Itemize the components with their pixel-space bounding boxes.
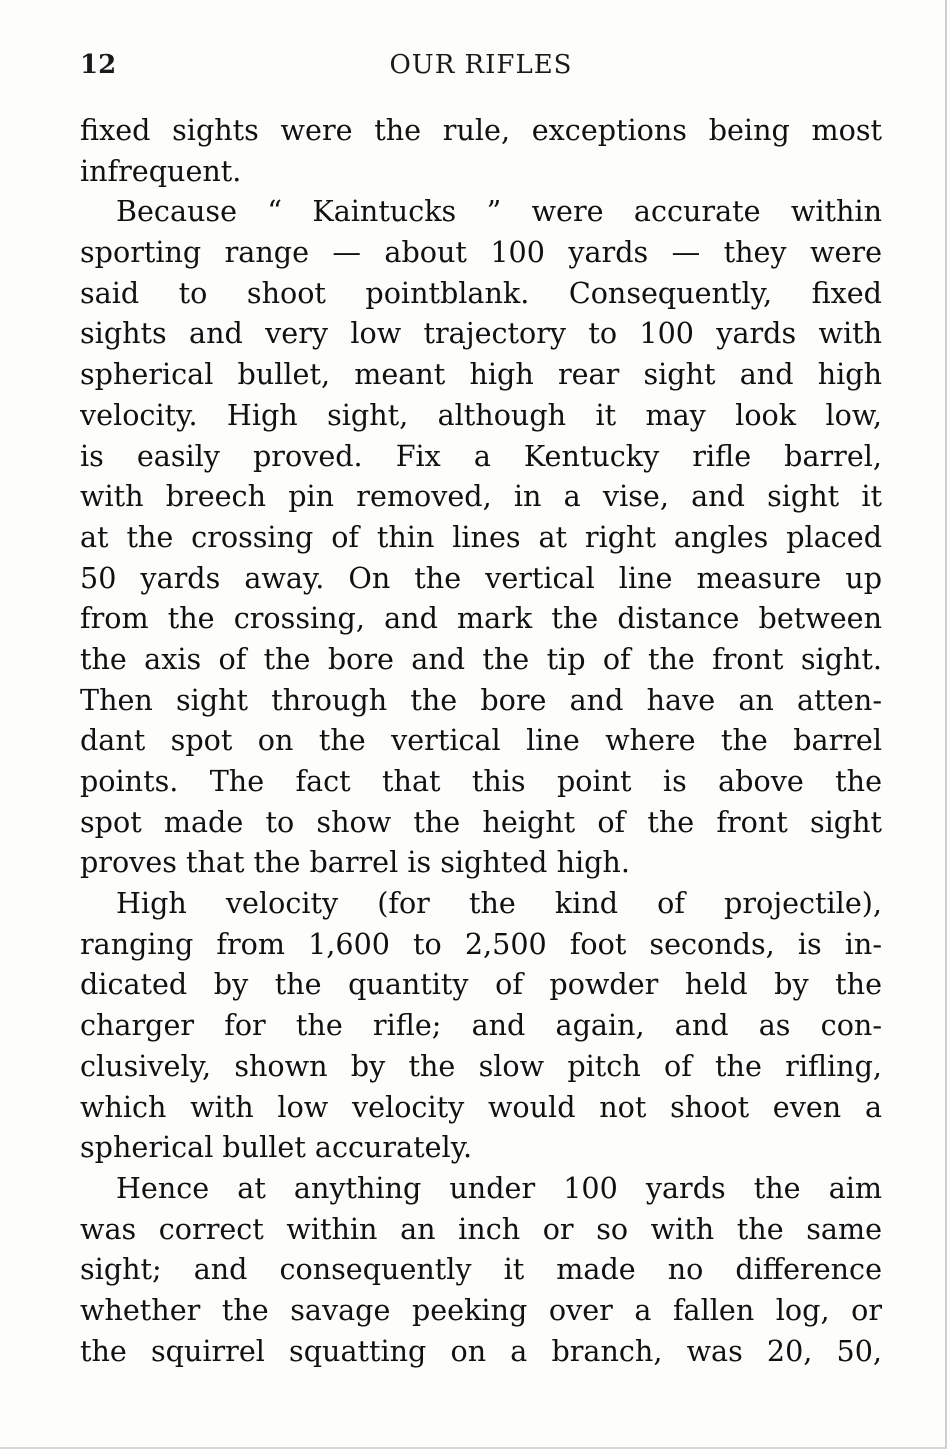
text-line: Then sight through the bore and have an atten- bbox=[80, 682, 882, 717]
text-line: was correct within an inch or so with the same bbox=[80, 1211, 882, 1246]
text-line: the squirrel squatting on a branch, was 20, 50, bbox=[80, 1333, 882, 1368]
text-line: proves that the barrel is sighted high. bbox=[80, 845, 630, 880]
text-line: fixed sights were the rule, exceptions being most bbox=[80, 113, 882, 147]
page-number: 12 bbox=[80, 50, 117, 80]
text-line: from the crossing, and mark the distance between bbox=[80, 601, 882, 636]
text-line: velocity. High sight, although it may look low, bbox=[80, 397, 882, 432]
text-line: sight; and consequently it made no difference bbox=[80, 1252, 882, 1287]
text-line: 50 yards away. On the vertical line measure up bbox=[80, 560, 882, 595]
text-line: High velocity (for the kind of projectile), bbox=[116, 886, 882, 921]
text-line: charger for the rifle; and again, and as con- bbox=[80, 1008, 882, 1043]
text-line: which with low velocity would not shoot even a bbox=[80, 1089, 882, 1124]
text-line: Because “ Kaintucks ” were accurate within bbox=[116, 194, 882, 229]
text-line: clusively, shown by the slow pitch of the rifling, bbox=[80, 1048, 882, 1083]
text-line: the axis of the bore and the tip of the front sight. bbox=[80, 641, 882, 676]
page-header bbox=[80, 50, 882, 90]
text-line: with breech pin removed, in a vise, and sight it bbox=[80, 479, 882, 514]
body-text bbox=[80, 110, 882, 1371]
running-title: OUR RIFLES bbox=[389, 50, 573, 80]
text-line: whether the savage peeking over a fallen log, or bbox=[80, 1292, 882, 1327]
text-line: at the crossing of thin lines at right angles placed bbox=[80, 519, 882, 554]
text-line: sights and very low trajectory to 100 yards with bbox=[80, 316, 882, 351]
text-line: dicated by the quantity of powder held by the bbox=[80, 967, 882, 1002]
text-line: spherical bullet, meant high rear sight and high bbox=[80, 357, 882, 392]
text-line: said to shoot pointblank. Consequently, fixed bbox=[80, 275, 882, 310]
text-line: spherical bullet accurately. bbox=[80, 1130, 473, 1165]
text-line: spot made to show the height of the front sight bbox=[80, 804, 882, 839]
text-line: is easily proved. Fix a Kentucky rifle barrel, bbox=[80, 438, 882, 473]
text-line: dant spot on the vertical line where the barrel bbox=[80, 723, 882, 758]
text-line: infrequent. bbox=[80, 153, 242, 188]
text-line: sporting range — about 100 yards — they were bbox=[80, 235, 882, 270]
text-line: Hence at anything under 100 yards the aim bbox=[116, 1170, 882, 1205]
text-line: ranging from 1,600 to 2,500 foot seconds, is in- bbox=[80, 926, 882, 961]
text-line: points. The fact that this point is above the bbox=[80, 764, 882, 798]
